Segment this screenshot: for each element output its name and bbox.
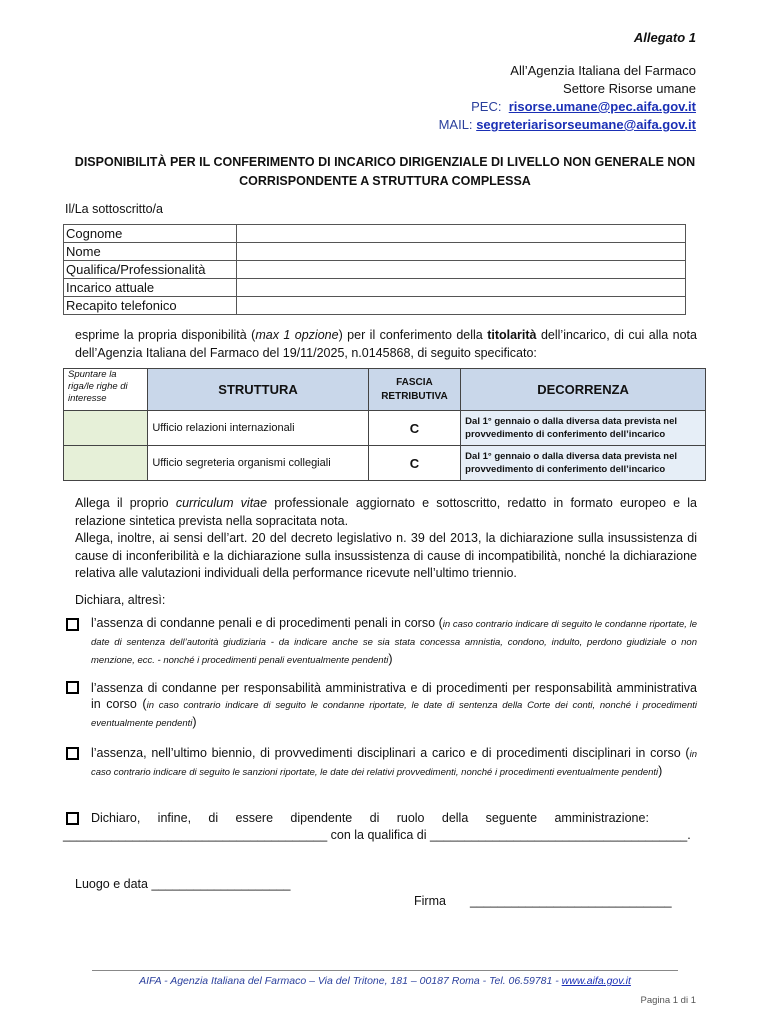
title-line2: CORRISPONDENTE A STRUTTURA COMPLESSA [239,174,531,188]
allega-t3: professionale aggiornato e sottoscritto, redatto in formato europeo e la relazione sintetica prevista nella sopracitata nota. [75,496,697,528]
field-input-incarico[interactable] [237,279,686,297]
field-input-cognome[interactable] [237,225,686,243]
availability-t1: esprime la propria disponibilità ( [75,328,256,342]
checkbox-condanne-penali[interactable] [66,618,79,631]
mail-row [439,116,696,134]
field-label-nome: Nome [64,243,237,261]
footer-text: AIFA - Agenzia Italiana del Farmaco – Via del Tritone, 181 – 00187 Roma - Tel. 06.59781 - [139,975,562,987]
footer-divider [92,970,678,971]
footer-website-link[interactable]: www.aifa.gov.it [561,975,631,987]
page-number: Pagina 1 di 1 [640,995,696,1006]
availability-t3: ) per il conferimento della [338,328,488,342]
field-input-recapito[interactable] [237,297,686,315]
availability-paragraph [75,327,697,362]
declaration-penali-text: l’assenza di condanne penali e di procedimenti penali in corso ( [91,616,443,630]
header-decorrenza: DECORRENZA [461,369,706,411]
allegato-label: Allegato 1 [633,30,696,45]
declaration-disciplinari-close: ) [658,764,663,778]
declaration-penali-note: in caso contrario indicare di seguito le condanne riportate, le date di sentenza dell’autorità giudiziaria - da indicare anche se sia stata concessa amnistia, condono, indulto, perdono giudiziale o non menzione, ecc. - nonché i procedimenti penali eventualmente pendenti [91,619,697,666]
luogo-data-field[interactable]: Luogo e data ____________________ [75,877,291,891]
field-label-qualifica: Qualifica/Professionalità [64,261,237,279]
row-checkbox-segreteria[interactable] [64,446,148,481]
field-input-nome[interactable] [237,243,686,261]
allega-t1: Allega il proprio [75,496,176,510]
pec-email-link[interactable]: risorse.umane@pec.aifa.gov.it [508,99,696,114]
identity-table [63,224,686,315]
recipient-block [439,62,696,134]
employment-line2[interactable]: ______________________________________ con la qualifica di _____________________________________. [63,828,691,842]
declaration-disciplinari-text: l’assenza, nell’ultimo biennio, di provvedimenti disciplinari a carico e di procedimenti disciplinari in corso ( [91,746,690,760]
document-title [40,153,730,191]
structure-table [63,368,706,481]
header-struttura: STRUTTURA [148,369,368,411]
mail-label: MAIL: [438,117,473,132]
decorrenza-relazioni: Dal 1° gennaio o dalla diversa data prevista nel provvedimento di conferimento dell’incarico [461,411,706,446]
checkbox-provvedimenti-disciplinari[interactable] [66,747,79,760]
declaration-amministrativa-text: l’assenza di condanne per responsabilità amministrativa e di procedimenti per responsabilità amministrativa in corso ( [91,681,697,711]
field-label-cognome: Cognome [64,225,237,243]
declaration-disciplinari-note: in caso contrario indicare di seguito le sanzioni riportate, le date dei relativi provvedimenti, nonché i procedimenti eventualmente pendenti [91,749,697,778]
allega-cv-paragraph [75,495,697,530]
allega-dichiarazioni-paragraph: Allega, inoltre, ai sensi dell’art. 20 del decreto legislativo n. 39 del 2013, la dichiarazione sulla insussistenza di cause di inconferibilità e la dichiarazione sulla insussistenza di cause di incompatibilità, nonché la dichiarazione relativa alle valutazioni individuali della performance ricevute nell’ultimo triennio. [75,531,697,580]
row-checkbox-relazioni[interactable] [64,411,148,446]
mail-email-link[interactable]: segreteriarisorseumane@aifa.gov.it [476,117,696,132]
field-input-qualifica[interactable] [237,261,686,279]
footer [60,975,710,987]
declaration-penali-close: ) [388,652,393,666]
dichiara-label: Dichiara, altresì: [75,593,166,607]
availability-t5: dell’incarico, di cui alla nota dell’Agenzia Italiana del Farmaco del 19/11/2025, n.0145868, di seguito specificato: [75,328,697,360]
firma-label: Firma [414,894,446,908]
recipient-line1: All’Agenzia Italiana del Farmaco [510,63,696,78]
pec-row [439,98,696,116]
intro-text: Il/La sottoscritto/a [65,202,163,216]
struttura-segreteria: Ufficio segreteria organismi collegiali [148,446,368,481]
availability-titolarita: titolarità [487,328,537,342]
fascia-relazioni: C [368,411,460,446]
header-fascia: FASCIA RETRIBUTIVA [368,369,460,411]
employment-line1: Dichiaro, infine, di essere dipendente di ruolo della seguente amministrazione: [91,811,649,825]
declaration-penali [91,615,697,669]
declaration-amministrativa-close: ) [192,715,197,729]
struttura-relazioni: Ufficio relazioni internazionali [148,411,368,446]
selection-hint: Spuntare la riga/le righe di interesse [64,369,148,411]
firma-line[interactable]: _____________________________ [470,894,672,908]
field-label-recapito: Recapito telefonico [64,297,237,315]
allega-cv: curriculum vitae [175,496,268,510]
recipient-line2: Settore Risorse umane [563,81,696,96]
declaration-disciplinari [91,745,697,781]
decorrenza-segreteria: Dal 1° gennaio o dalla diversa data prevista nel provvedimento di conferimento dell’incarico [461,446,706,481]
declaration-amministrativa-note: in caso contrario indicare di seguito le condanne riportate, le date di sentenza della Corte dei conti, nonché i procedimenti eventualmente pendenti [91,700,698,729]
checkbox-responsabilita-amministrativa[interactable] [66,681,79,694]
pec-label: PEC: [471,99,502,114]
field-label-incarico: Incarico attuale [64,279,237,297]
declaration-amministrativa [91,680,697,732]
checkbox-dipendente-ruolo[interactable] [66,812,79,825]
title-line1: DISPONIBILITÀ PER IL CONFERIMENTO DI INCARICO DIRIGENZIALE DI LIVELLO NON GENERALE NON [74,155,696,169]
availability-max-option: max 1 opzione [255,328,339,342]
fascia-segreteria: C [368,446,460,481]
